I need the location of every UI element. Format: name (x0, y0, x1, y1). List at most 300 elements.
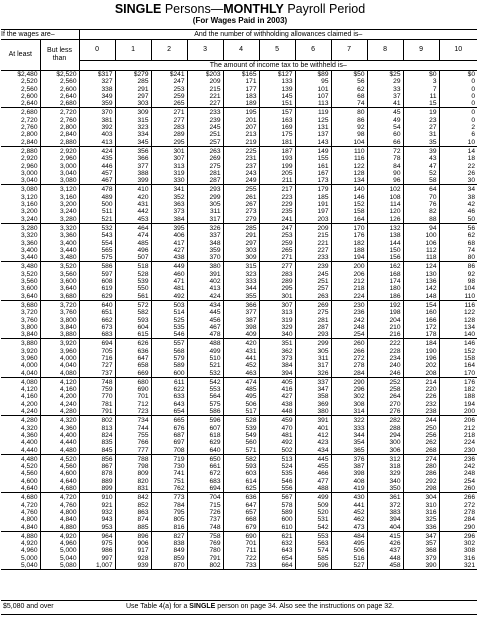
cell-tax-3: 434 (187, 300, 223, 309)
cell-tax-4: 409 (223, 331, 259, 339)
table-row (1, 370, 477, 378)
cell-tax-6: 509 (295, 502, 331, 509)
cell-tax-10: 290 (439, 524, 477, 532)
cell-at-least: 4,760 (20, 508, 38, 516)
cell-tax-1: 507 (115, 254, 151, 262)
cell-tax-10: 56 (439, 223, 477, 232)
col-header-allowance-3: 3 (187, 40, 223, 61)
cell-tax-0: 1,007 (79, 562, 115, 570)
cell-tax-4: 701 (223, 540, 259, 547)
cell-tax-4: 279 (223, 216, 259, 224)
cell-but-less-than: 4,680 (40, 485, 79, 493)
cell-tax-4: 219 (223, 139, 259, 147)
cell-at-least: 4,200 (20, 400, 38, 408)
cell-tax-3: 575 (187, 401, 223, 408)
cell-tax-0: 813 (79, 425, 115, 432)
cell-tax-5: 643 (259, 547, 295, 554)
cell-tax-1: 809 (115, 470, 151, 477)
table-row (1, 117, 477, 124)
cell-tax-7: 104 (331, 139, 367, 147)
cell-tax-8: 72 (367, 146, 403, 155)
cell-tax-10: 248 (439, 470, 477, 477)
cell-tax-3: 275 (187, 163, 223, 170)
cell-tax-6: 227 (295, 247, 331, 254)
cell-tax-4: 549 (223, 432, 259, 439)
cell-tax-8: 84 (367, 163, 403, 170)
cell-tax-7: 387 (331, 463, 367, 470)
title-single: SINGLE (114, 2, 162, 16)
cell-tax-4: 441 (223, 355, 259, 362)
cell-tax-0: 835 (79, 439, 115, 446)
cell-tax-7: 230 (331, 300, 367, 309)
cell-tax-0: 878 (79, 470, 115, 477)
cell-tax-6: 119 (295, 108, 331, 117)
table-row (1, 355, 477, 362)
cell-tax-1: 842 (115, 493, 151, 502)
cell-tax-3: 640 (187, 447, 223, 455)
table-row (1, 108, 477, 117)
cell-tax-5: 567 (259, 493, 295, 502)
table-row (1, 271, 477, 278)
cell-tax-1: 303 (115, 100, 151, 108)
cell-tax-6: 466 (295, 470, 331, 477)
cell-tax-6: 251 (295, 278, 331, 285)
cell-tax-1: 528 (115, 271, 151, 278)
table-row (1, 454, 477, 463)
cell-tax-4: 582 (223, 454, 259, 463)
cell-at-least: 2,760 (20, 124, 38, 132)
cell-tax-1: 323 (115, 124, 151, 131)
cell-tax-4: 291 (223, 232, 259, 239)
cell-tax-9: $0 (403, 71, 439, 79)
cell-tax-3: 221 (187, 93, 223, 100)
cell-tax-9: 19 (403, 108, 439, 117)
cell-but-less-than: 4,000 (40, 355, 79, 362)
cell-tax-6: 155 (295, 155, 331, 162)
cell-tax-9: 190 (403, 348, 439, 355)
cell-tax-9: 262 (403, 439, 439, 446)
table-row (1, 278, 477, 285)
cell-tax-7: 164 (331, 216, 367, 224)
cell-but-less-than: 4,760 (40, 502, 79, 509)
cell-tax-6: 434 (295, 447, 331, 455)
cell-but-less-than: 3,480 (40, 254, 79, 262)
cell-tax-8: 294 (367, 432, 403, 439)
table-row (1, 300, 477, 309)
table-row (1, 309, 477, 316)
table-row (1, 377, 477, 386)
cell-tax-6: 563 (295, 540, 331, 547)
cell-tax-3: 311 (187, 208, 223, 215)
cell-tax-8: 168 (367, 271, 403, 278)
cell-tax-7: $50 (331, 71, 367, 79)
cell-but-less-than: 3,920 (40, 339, 79, 348)
cell-tax-10: 14 (439, 146, 477, 155)
cell-tax-2: 363 (151, 201, 187, 208)
table-row (1, 493, 477, 502)
cell-tax-0: 489 (79, 194, 115, 201)
cell-tax-7: 484 (331, 531, 367, 540)
cell-tax-8: 318 (367, 463, 403, 470)
cell-tax-8: 60 (367, 131, 403, 138)
cell-tax-6: 401 (295, 425, 331, 432)
cell-tax-2: 341 (151, 185, 187, 194)
cell-tax-9: 166 (403, 317, 439, 324)
cell-tax-7: 146 (331, 194, 367, 201)
cell-tax-5: 394 (259, 370, 295, 378)
cell-tax-4: 603 (223, 470, 259, 477)
cell-tax-8: 132 (367, 223, 403, 232)
cell-tax-9: 250 (403, 425, 439, 432)
cell-tax-10: 0 (439, 117, 477, 124)
cell-but-less-than: 2,960 (40, 155, 79, 162)
cell-tax-5: 470 (259, 425, 295, 432)
cell-tax-10: 224 (439, 439, 477, 446)
cell-tax-8: 204 (367, 317, 403, 324)
table-row (1, 262, 477, 271)
cell-tax-2: 301 (151, 146, 187, 155)
cell-tax-10: 152 (439, 348, 477, 355)
table-row (1, 131, 477, 138)
cell-tax-1: 906 (115, 540, 151, 547)
cell-but-less-than: 2,680 (40, 100, 79, 108)
cell-at-least: 4,680 (20, 494, 38, 502)
cell-tax-7: 140 (331, 185, 367, 194)
cell-tax-3: 348 (187, 240, 223, 247)
cell-tax-4: 387 (223, 317, 259, 324)
cell-but-less-than: 4,240 (40, 401, 79, 408)
cell-tax-2: 271 (151, 108, 187, 117)
cell-tax-4: 431 (223, 348, 259, 355)
cell-tax-0: 619 (79, 285, 115, 292)
cell-tax-1: 701 (115, 393, 151, 400)
col-header-allowance-10: 10 (439, 40, 477, 61)
cell-tax-4: 657 (223, 509, 259, 516)
cell-tax-1: 410 (115, 185, 151, 194)
cell-tax-2: 503 (151, 300, 187, 309)
cell-but-less-than: 4,960 (40, 540, 79, 547)
cell-tax-10: 218 (439, 432, 477, 439)
cell-but-less-than: 2,920 (40, 146, 79, 155)
cell-tax-2: 697 (151, 439, 187, 446)
cell-tax-8: 258 (367, 386, 403, 393)
cell-tax-4: 225 (223, 146, 259, 155)
cell-tax-10: 278 (439, 509, 477, 516)
cell-tax-8: 29 (367, 78, 403, 85)
cell-tax-9: 112 (403, 247, 439, 254)
table-row (1, 163, 477, 170)
cell-tax-6: 358 (295, 393, 331, 400)
cell-tax-8: 210 (367, 324, 403, 331)
cell-tax-1: 345 (115, 139, 151, 147)
cell-tax-3: 542 (187, 377, 223, 386)
cell-tax-7: 322 (331, 416, 367, 425)
cell-tax-5: 610 (259, 524, 295, 532)
tax-header: The amount of income tax to be withheld is– (79, 61, 477, 71)
cell-but-less-than: $2,520 (40, 71, 79, 79)
cell-tax-8: 246 (367, 370, 403, 378)
cell-tax-8: 340 (367, 478, 403, 485)
cell-at-least: 4,000 (20, 362, 38, 370)
cell-at-least: 4,520 (20, 463, 38, 471)
cell-but-less-than: 4,200 (40, 393, 79, 400)
cell-tax-0: 824 (79, 432, 115, 439)
cell-at-least: 3,480 (20, 263, 38, 271)
cell-tax-9: 232 (403, 401, 439, 408)
cell-tax-4: 711 (223, 547, 259, 554)
cell-tax-0: 759 (79, 386, 115, 393)
cell-at-least: 3,280 (20, 224, 38, 232)
cell-tax-0: 943 (79, 516, 115, 523)
cell-tax-9: 70 (403, 194, 439, 201)
cell-at-least: 4,320 (20, 424, 38, 432)
cell-but-less-than: 3,160 (40, 194, 79, 201)
cell-but-less-than: 4,720 (40, 493, 79, 502)
cell-tax-8: 156 (367, 254, 403, 262)
cell-tax-7: 242 (331, 317, 367, 324)
cell-tax-7: 419 (331, 485, 367, 493)
cell-tax-1: 431 (115, 201, 151, 208)
cell-at-least: 4,600 (20, 477, 38, 485)
cell-but-less-than: 3,520 (40, 262, 79, 271)
cell-tax-0: 727 (79, 362, 115, 369)
cell-but-less-than: 3,680 (40, 293, 79, 301)
cell-tax-3: 683 (187, 478, 223, 485)
table-row (1, 432, 477, 439)
cell-tax-10: 80 (439, 254, 477, 262)
cell-tax-3: 305 (187, 201, 223, 208)
table-row (1, 324, 477, 331)
table-footer (1, 600, 477, 613)
cell-tax-9: 11 (403, 93, 439, 100)
cell-but-less-than: 3,720 (40, 300, 79, 309)
cell-tax-3: 245 (187, 124, 223, 131)
footer-over-threshold: $5,080 and over (3, 603, 54, 610)
cell-tax-6: 239 (295, 262, 331, 271)
cell-but-less-than: 3,440 (40, 247, 79, 254)
cell-tax-5: 259 (259, 240, 295, 247)
cell-tax-1: 356 (115, 146, 151, 155)
cell-tax-3: 370 (187, 254, 223, 262)
cell-tax-1: 777 (115, 447, 151, 455)
table-row (1, 416, 477, 425)
table-row (1, 170, 477, 177)
cell-at-least: 4,920 (20, 540, 38, 548)
table-row (1, 146, 477, 155)
cell-but-less-than: 4,560 (40, 463, 79, 470)
cell-tax-1: 285 (115, 78, 151, 85)
cell-tax-1: 593 (115, 317, 151, 324)
table-row (1, 293, 477, 301)
cell-tax-5: 247 (259, 223, 295, 232)
cell-tax-0: 608 (79, 278, 115, 285)
cell-tax-3: 791 (187, 555, 223, 562)
cell-tax-0: 997 (79, 555, 115, 562)
cell-but-less-than: 4,400 (40, 432, 79, 439)
col-header-allowance-9: 9 (403, 40, 439, 61)
cell-tax-10: 321 (439, 562, 477, 570)
cell-tax-1: 334 (115, 131, 151, 138)
cell-tax-10: $0 (439, 71, 477, 79)
cell-at-least: 3,640 (1, 293, 40, 301)
col-header-allowance-5: 5 (259, 40, 295, 61)
cell-tax-4: 195 (223, 108, 259, 117)
cell-tax-0: 478 (79, 185, 115, 194)
cell-tax-2: 741 (151, 470, 187, 477)
cell-tax-5: 145 (259, 93, 295, 100)
cell-tax-7: 284 (331, 370, 367, 378)
cell-at-least: 4,440 (1, 447, 40, 455)
cell-tax-8: 96 (367, 177, 403, 185)
cell-but-less-than: 4,640 (40, 478, 79, 485)
table-row (1, 516, 477, 523)
cell-but-less-than: 3,200 (40, 201, 79, 208)
footer-instructions (126, 601, 394, 613)
cell-tax-2: 253 (151, 86, 187, 93)
cell-tax-7: 176 (331, 232, 367, 239)
cell-tax-7: 248 (331, 324, 367, 331)
cell-tax-6: 477 (295, 478, 331, 485)
footer-text-post: person on page 34. Also see the instructions on page 32. (215, 603, 394, 610)
cell-tax-5: 163 (259, 117, 295, 124)
withholding-table (1, 29, 477, 570)
cell-at-least: 3,520 (20, 270, 38, 278)
cell-tax-9: 39 (403, 146, 439, 155)
cell-tax-3: 650 (187, 454, 223, 463)
cell-tax-7: 158 (331, 208, 367, 215)
cell-tax-9: 15 (403, 100, 439, 108)
cell-at-least: 3,120 (20, 193, 38, 201)
cell-tax-6: 326 (295, 370, 331, 378)
cell-tax-4: 528 (223, 416, 259, 425)
cell-tax-9: 304 (403, 493, 439, 502)
cell-tax-7: 452 (331, 509, 367, 516)
cell-at-least: 2,880 (20, 147, 38, 155)
cell-tax-3: 299 (187, 194, 223, 201)
cell-tax-5: 271 (259, 254, 295, 262)
cell-tax-7: 516 (331, 555, 367, 562)
cell-tax-9: 310 (403, 502, 439, 509)
cell-tax-4: 261 (223, 194, 259, 201)
cell-tax-9: 226 (403, 393, 439, 400)
cell-tax-3: 380 (187, 262, 223, 271)
cell-tax-10: 134 (439, 324, 477, 331)
cell-tax-10: 0 (439, 78, 477, 85)
cell-tax-1: 690 (115, 386, 151, 393)
cell-tax-7: 128 (331, 170, 367, 177)
cell-at-least: 4,640 (1, 485, 40, 493)
cell-tax-9: 268 (403, 447, 439, 455)
cell-tax-7: 290 (331, 377, 367, 386)
cell-tax-4: 485 (223, 386, 259, 393)
cell-tax-3: 287 (187, 177, 223, 185)
cell-tax-8: 228 (367, 348, 403, 355)
cell-tax-5: 283 (259, 271, 295, 278)
cell-tax-0: 435 (79, 155, 115, 162)
cell-at-least: 4,960 (20, 547, 38, 555)
cell-tax-10: 86 (439, 262, 477, 271)
cell-tax-2: 265 (151, 100, 187, 108)
cell-tax-3: 359 (187, 247, 223, 254)
cell-tax-6: 107 (295, 93, 331, 100)
cell-tax-10: 242 (439, 463, 477, 470)
cell-tax-3: 704 (187, 493, 223, 502)
cell-tax-10: 266 (439, 493, 477, 502)
cell-tax-2: 384 (151, 216, 187, 224)
cell-tax-3: 281 (187, 170, 223, 177)
cell-tax-10: 296 (439, 531, 477, 540)
cell-tax-9: 136 (403, 278, 439, 285)
cell-at-least: 3,680 (20, 301, 38, 309)
cell-tax-1: 647 (115, 355, 151, 362)
cell-but-less-than: 4,280 (40, 408, 79, 416)
cell-tax-2: 319 (151, 170, 187, 177)
table-row (1, 408, 477, 416)
cell-tax-6: 263 (295, 293, 331, 301)
cell-tax-5: 556 (259, 485, 295, 493)
cell-at-least: 3,160 (20, 201, 38, 209)
cell-tax-1: 928 (115, 555, 151, 562)
cell-tax-7: 188 (331, 247, 367, 254)
cell-tax-8: 216 (367, 331, 403, 339)
cell-tax-6: 173 (295, 177, 331, 185)
cell-but-less-than: 2,560 (40, 78, 79, 85)
cell-tax-5: 133 (259, 78, 295, 85)
cell-tax-1: 485 (115, 240, 151, 247)
cell-tax-0: 975 (79, 540, 115, 547)
cell-tax-2: 665 (151, 416, 187, 425)
cell-tax-1: 669 (115, 370, 151, 378)
cell-tax-7: 495 (331, 540, 367, 547)
cell-at-least: 2,680 (20, 109, 38, 117)
cell-at-least: 3,760 (20, 316, 38, 324)
cell-tax-0: 543 (79, 232, 115, 239)
table-row (1, 348, 477, 355)
cell-tax-7: 408 (331, 478, 367, 485)
cell-at-least: 3,920 (20, 347, 38, 355)
cell-tax-7: 441 (331, 502, 367, 509)
cell-tax-0: 673 (79, 324, 115, 331)
cell-tax-9: 94 (403, 223, 439, 232)
table-row (1, 439, 477, 446)
col-header-but-less-than: But less than (40, 40, 79, 71)
cell-tax-2: 449 (151, 262, 187, 271)
cell-at-least: 4,840 (1, 524, 40, 532)
cell-but-less-than: 3,600 (40, 278, 79, 285)
cell-but-less-than: 4,120 (40, 377, 79, 386)
cell-tax-4: 267 (223, 201, 259, 208)
cell-tax-3: 737 (187, 516, 223, 523)
cell-tax-9: 196 (403, 355, 439, 362)
cell-tax-0: 770 (79, 393, 115, 400)
cell-tax-6: 287 (295, 324, 331, 331)
cell-tax-2: 795 (151, 509, 187, 516)
cell-tax-2: 719 (151, 454, 187, 463)
table-row (1, 232, 477, 239)
cell-tax-10: 30 (439, 177, 477, 185)
cell-tax-8: 282 (367, 416, 403, 425)
cell-tax-5: 187 (259, 146, 295, 155)
col-header-allowance-6: 6 (295, 40, 331, 61)
cell-tax-4: 463 (223, 370, 259, 378)
cell-tax-5: 578 (259, 502, 295, 509)
cell-tax-6: 299 (295, 339, 331, 348)
col-header-at-least: At least (1, 40, 40, 71)
cell-tax-6: 161 (295, 163, 331, 170)
cell-tax-10: 26 (439, 170, 477, 177)
cell-tax-10: 110 (439, 293, 477, 301)
cell-tax-6: 275 (295, 309, 331, 316)
